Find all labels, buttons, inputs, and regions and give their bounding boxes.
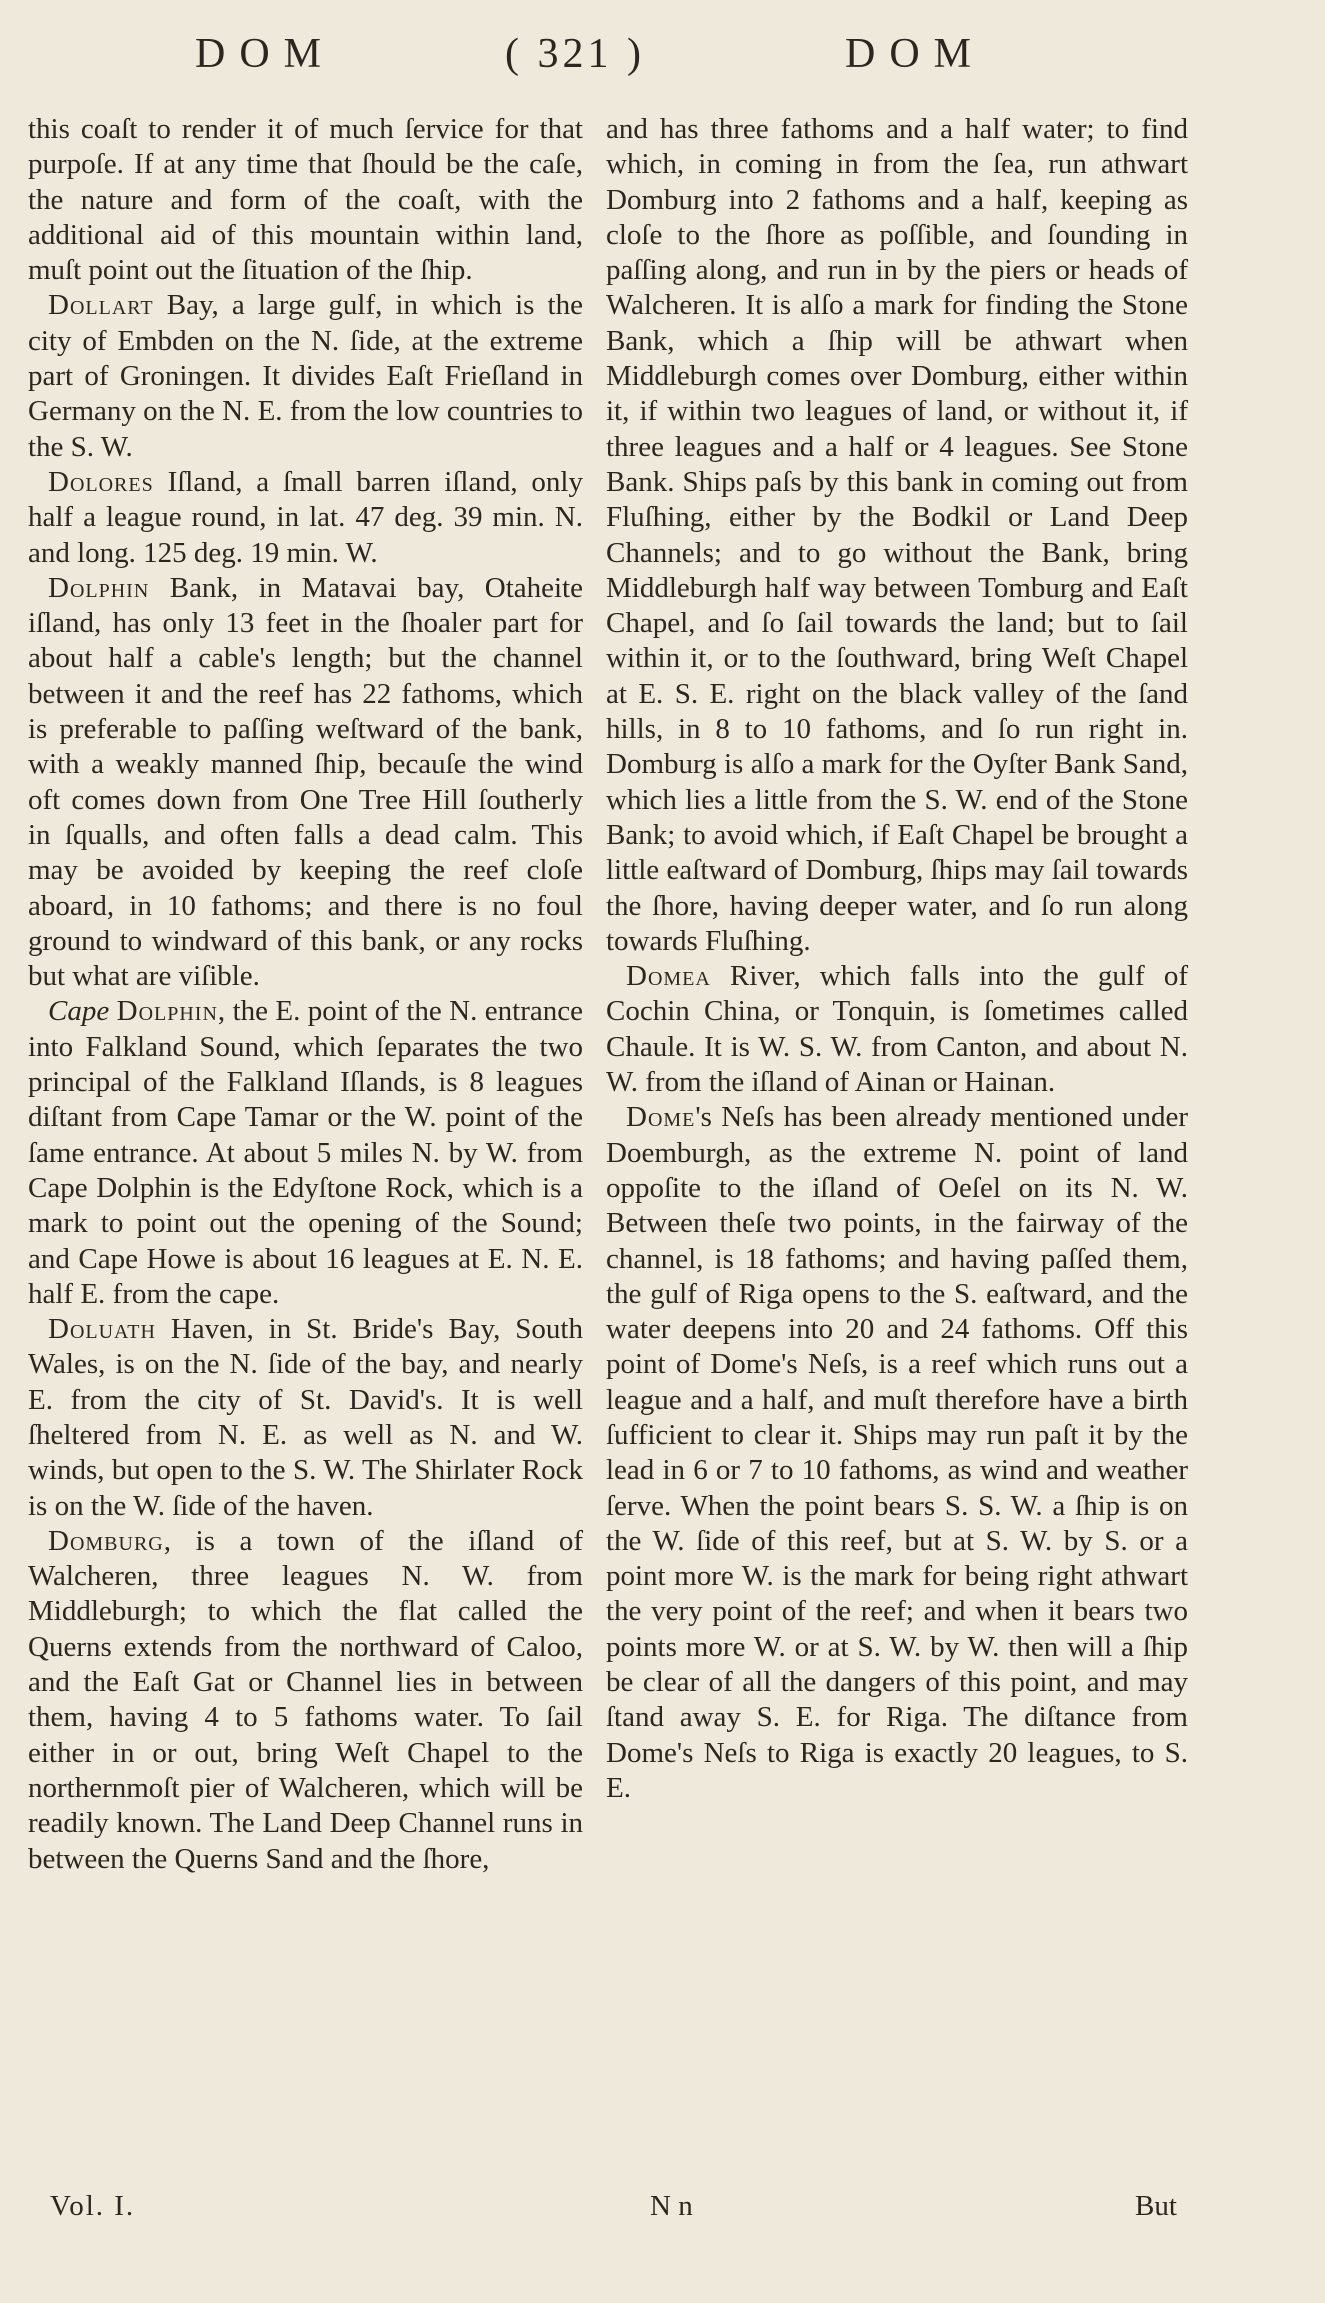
entry-paragraph — [606, 1100, 1188, 1806]
entry-text: , the E. point of the N. entrance into Falkland Sound, which ſeparates the two principal of the Falkland Iſlands, is 8 leagues diſtant from Cape Tamar or the W. point of the ſame entrance. At about 5 miles N. by W. from Cape Dolphin is the Edyſtone Rock, which is a mark to point out the opening of the Sound; and Cape Howe is about 16 leagues at E. N. E. half E. from the cape. — [28, 995, 583, 1310]
running-head-right: DOM — [845, 31, 986, 77]
entry-text: , is a town of the iſland of Walcheren, three leagues N. W. from Middleburgh; to which the flat called the Querns extends from the northward of Caloo, and the Eaſt Gat or Channel lies in between them, having 4 to 5 fathoms water. To ſail either in or out, bring Weſt Chapel to the northernmoſt pier of Walcheren, which will be readily known. The Land Deep Channel runs in between the Querns Sand and the ſhore, — [28, 1524, 583, 1875]
entry-headword: Domburg — [48, 1524, 164, 1557]
entry-headword: Dollart — [48, 289, 154, 322]
entry-paragraph — [606, 112, 1188, 959]
signature-mark: N n — [650, 2190, 693, 2222]
catchword: But — [1135, 2190, 1177, 2222]
entry-headword: Dolphin — [48, 571, 150, 604]
entry-headword: Dolphin — [116, 995, 218, 1028]
entry-headword: Domea — [626, 960, 711, 993]
entry-text: Bay, a large gulf, in which is the city of Embden on the N. ſide, at the extreme part of Groningen. It divides Eaſt Frieſland in Germany on the N. E. from the low countries to the S. W. — [28, 289, 583, 463]
entry-headword: Doluath — [48, 1313, 156, 1346]
entry-paragraph — [28, 112, 583, 288]
page-number: ( 321 ) — [505, 31, 645, 77]
running-head-left: DOM — [195, 31, 336, 77]
right-column — [606, 112, 1188, 1806]
entry-paragraph — [28, 994, 583, 1312]
entry-headword: Dolores — [48, 465, 154, 498]
entry-text: this coaſt to render it of much ſervice for that purpoſe. If at any time that ſhould be the caſe, the nature and form of the coaſt, with the additional aid of this mountain within land, muſt point out the ſituation of the ſhip. — [28, 113, 583, 287]
entry-text: Iſland, a ſmall barren iſland, only half a league round, in lat. 47 deg. 39 min. N. and long. 125 deg. 19 min. W. — [28, 465, 583, 569]
volume-label: Vol. I. — [50, 2190, 136, 2222]
entry-paragraph — [28, 1524, 583, 1877]
entry-text: 's Neſs has been already mentioned under Doemburgh, as the extreme N. point of land oppoſite to the iſland of Oeſel on its N. W. Between theſe two points, in the fairway of the channel, is 18 fathoms; and having paſſed them, the gulf of Riga opens to the S. eaſtward, and the water deepens into 20 and 24 fathoms. Off this point of Dome's Neſs, is a reef which runs out a league and a half, and muſt therefore have a birth ſufficient to clear it. Ships may run paſt it by the lead in 6 or 7 to 10 fathoms, as wind and weather ſerve. When the point bears S. S. W. a ſhip is on the W. ſide of this reef, but at S. W. by S. or a point more W. is the mark for being right athwart the very point of the reef; and when it bears two points more W. or at S. W. by W. then will a ſhip be clear of all the dangers of this point, and may ſtand away S. E. for Riga. The diſtance from Dome's Neſs to Riga is exactly 20 leagues, to S. E. — [606, 1101, 1188, 1804]
entry-paragraph — [606, 959, 1188, 1100]
entry-paragraph — [28, 288, 583, 464]
left-column — [28, 112, 583, 1877]
entry-text: Bank, in Matavai bay, Otaheite iſland, has only 13 feet in the ſhoaler part for about half a cable's length; but the channel between it and the reef has 22 fathoms, which is preferable to paſſing weſtward of the bank, with a weakly manned ſhip, becauſe the wind oft comes down from One Tree Hill ſoutherly in ſqualls, and often falls a dead calm. This may be avoided by keeping the reef cloſe aboard, in 10 fathoms; and there is no foul ground to windward of this bank, or any rocks but what are viſible. — [28, 571, 583, 993]
entry-headword: Dome — [626, 1101, 696, 1134]
entry-prefix: Cape — [48, 995, 117, 1028]
entry-text: River, which falls into the gulf of Cochin China, or Tonquin, is ſometimes called Chaule. It is W. S. W. from Canton, and about N. W. from the iſland of Ainan or Hainan. — [606, 960, 1188, 1099]
entry-paragraph — [28, 465, 583, 571]
entry-paragraph — [28, 1312, 583, 1524]
entry-text: and has three fathoms and a half water; to find which, in coming in from the ſea, run athwart Domburg into 2 fathoms and a half, keeping as cloſe to the ſhore as poſſible, and ſounding in paſſing along, and run in by the piers or heads of Walcheren. It is alſo a mark for finding the Stone Bank, which a ſhip will be athwart when Middleburgh comes over Domburg, either within it, if within two leagues of land, or without it, if three leagues and a half or 4 leagues. See Stone Bank. Ships paſs by this bank in coming out from Fluſhing, either by the Bodkil or Land Deep Channels; and to go without the Bank, bring Middleburgh half way between Tomburg and Eaſt Chapel, and ſo ſail towards the land; but to ſail within it, or to the ſouthward, bring Weſt Chapel at E. S. E. right on the black valley of the ſand hills, in 8 to 10 fathoms, and ſo run right in. Domburg is alſo a mark for the Oyſter Bank Sand, which lies a little from the S. W. end of the Stone Bank; to avoid which, if Eaſt Chapel be brought a little eaſtward of Domburg, ſhips may ſail towards the ſhore, having deeper water, and ſo run along towards Fluſhing. — [606, 113, 1188, 957]
entry-text: Haven, in St. Bride's Bay, South Wales, is on the N. ſide of the bay, and nearly E. from the city of St. David's. It is well ſheltered from N. E. as well as N. and W. winds, but open to the S. W. The Shirlater Rock is on the W. ſide of the haven. — [28, 1313, 583, 1522]
entry-paragraph — [28, 571, 583, 995]
